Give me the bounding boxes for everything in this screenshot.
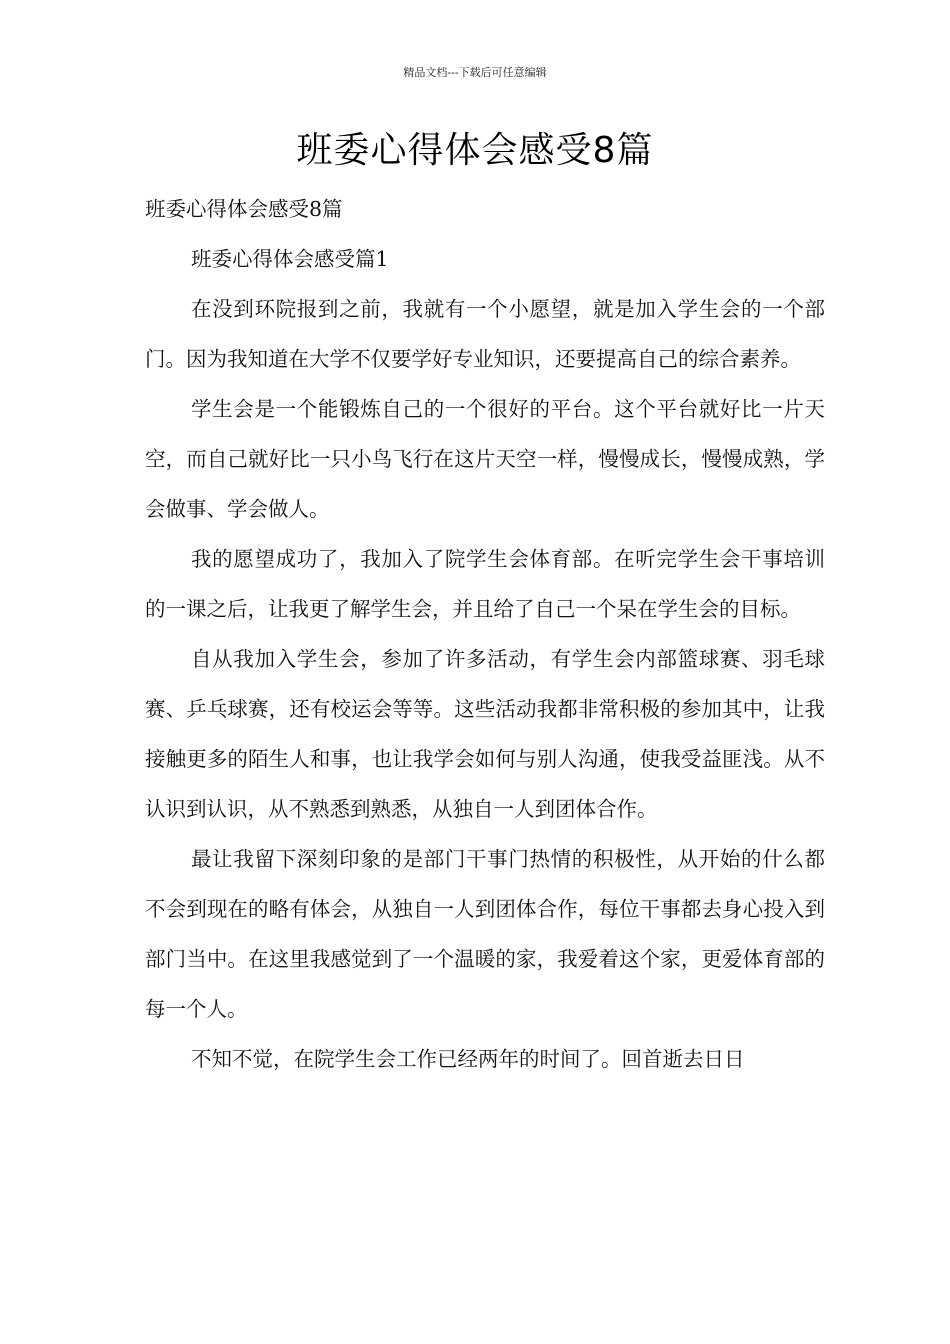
document-subtitle: 班委心得体会感受8篇 [145,197,343,221]
document-title: 班委心得体会感受8篇 [296,130,654,171]
section-heading: 班委心得体会感受篇1 [191,247,389,271]
paragraph: 在没到环院报到之前，我就有一个小愿望，就是加入学生会的一个部门。因为我知道在大学不仅要学好专业知识，还要提高自己的综合素养。 [145,297,825,371]
document-body [145,184,825,1084]
page-header-note: 精品文档---下载后可任意编辑 [403,66,547,79]
paragraph: 不知不觉，在院学生会工作已经两年的时间了。回首逝去日日 [191,1047,745,1071]
paragraph: 学生会是一个能锻炼自己的一个很好的平台。这个平台就好比一片天空，而自己就好比一只小鸟飞行在这片天空一样，慢慢成长，慢慢成熟，学会做事、学会做人。 [145,397,825,521]
paragraph: 最让我留下深刻印象的是部门干事门热情的积极性，从开始的什么都不会到现在的略有体会，从独自一人到团体合作，每位干事都去身心投入到部门当中。在这里我感觉到了一个温暖的家，我爱着这个家，更爱体育部的每一个人。 [145,847,825,1021]
paragraph: 我的愿望成功了，我加入了院学生会体育部。在听完学生会干事培训的一课之后，让我更了解学生会，并且给了自己一个呆在学生会的目标。 [145,547,825,621]
paragraph: 自从我加入学生会，参加了许多活动，有学生会内部篮球赛、羽毛球赛、乒乓球赛，还有校运会等等。这些活动我都非常积极的参加其中，让我接触更多的陌生人和事，也让我学会如何与别人沟通，使我受益匪浅。从不认识到认识，从不熟悉到熟悉，从独自一人到团体合作。 [145,647,825,821]
